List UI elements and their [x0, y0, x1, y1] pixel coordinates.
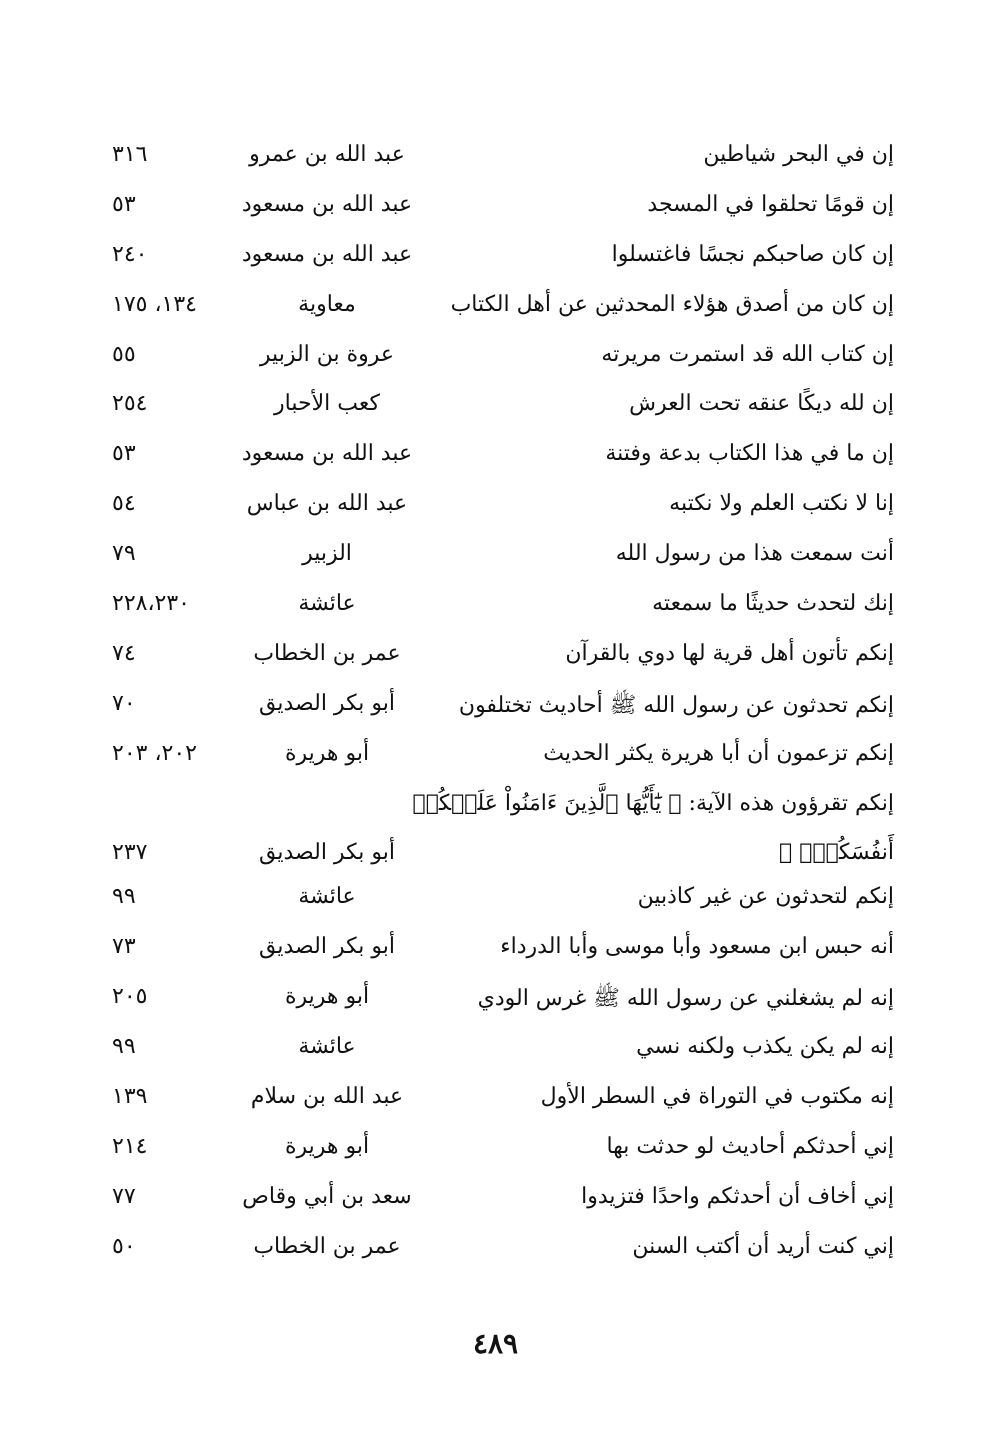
narrator: عائشة	[298, 1034, 356, 1060]
narrator: عبد الله بن عمرو	[249, 142, 405, 167]
index-row	[100, 828, 900, 872]
hadith-text: إن كتاب الله قد استمرت مريرته	[601, 341, 894, 367]
page-refs: ٧٣	[112, 934, 136, 960]
hadith-text: إنه لم يكن يكذب ولكنه نسي	[636, 1034, 894, 1060]
narrator: كعب الأحبار	[274, 391, 380, 417]
index-row	[100, 529, 900, 579]
index-row	[100, 1222, 900, 1272]
page-refs: ٥٣	[112, 441, 136, 467]
narrator: عبد الله بن مسعود	[241, 191, 413, 217]
page-refs: ٩٩	[112, 1034, 136, 1060]
index-row	[100, 579, 900, 629]
hadith-text: إني كنت أريد أن أكتب السنن	[632, 1233, 894, 1259]
index-row	[100, 1022, 900, 1072]
narrator: عبد الله بن مسعود	[241, 441, 413, 467]
index-row	[100, 429, 900, 479]
hadith-text: إنا لا نكتب العلم ولا نكتبه	[669, 491, 894, 517]
hadith-text: إن في البحر شياطين	[703, 142, 894, 167]
hadith-text: إنكم تزعمون أن أبا هريرة يكثر الحديث	[543, 740, 894, 766]
narrator: أبو بكر الصديق	[259, 840, 395, 866]
hadith-text: إن لله ديكًا عنقه تحت العرش	[629, 391, 894, 417]
hadith-text: إن كان من أصدق هؤلاء المحدثين عن أهل الكتاب	[450, 291, 894, 317]
index-row	[100, 280, 900, 330]
hadith-text: إن قومًا تحلقوا في المسجد	[647, 191, 894, 217]
hadith-text: أَنفُسَكُمۡۖ ﴾	[779, 840, 894, 866]
narrator: عمر بن الخطاب	[253, 1233, 401, 1259]
index-row	[100, 922, 900, 972]
page-refs: ٣١٦	[112, 142, 148, 167]
page-refs: ٢٠٢، ٢٠٣	[112, 740, 197, 766]
narrator: أبو هريرة	[284, 1133, 370, 1159]
hadith-index-table	[100, 130, 900, 1272]
narrator: أبو بكر الصديق	[259, 690, 395, 716]
hadith-text: إني أحدثكم أحاديث لو حدثت بها	[606, 1133, 894, 1159]
hadith-text: أنه حبس ابن مسعود وأبا موسى وأبا الدرداء	[500, 934, 894, 960]
page-refs: ٢١٤	[112, 1133, 148, 1159]
index-row	[100, 180, 900, 230]
page-refs: ٥٣	[112, 191, 136, 217]
page-refs: ٥٥	[112, 341, 136, 367]
narrator: عائشة	[298, 884, 356, 910]
index-row	[100, 679, 900, 729]
narrator: أبو هريرة	[284, 984, 370, 1010]
index-row	[100, 779, 900, 829]
page-refs: ٢٤٠	[112, 241, 148, 267]
narrator: سعد بن أبي وقاص	[242, 1183, 412, 1209]
index-row	[100, 479, 900, 529]
hadith-text: إنكم لتحدثون عن غير كاذبين	[637, 884, 894, 910]
index-row	[100, 130, 900, 180]
narrator: عبد الله بن سلام	[250, 1084, 404, 1110]
narrator: عائشة	[298, 591, 356, 617]
hadith-text: إنكم تأتون أهل قرية لها دوي بالقرآن	[565, 640, 894, 666]
index-row	[100, 729, 900, 779]
page-refs: ٢٣٧	[112, 840, 148, 866]
page-refs: ٧٤	[112, 640, 136, 666]
hadith-text: إنه لم يشغلني عن رسول الله ﷺ غرس الودي	[477, 986, 894, 1012]
page-refs: ٢٠٥	[112, 984, 148, 1010]
index-row	[100, 1072, 900, 1122]
hadith-text: إنكم تقرؤون هذه الآية: ﴿ يَٰٓأَيُّهَا ٱلَّذِينَ ءَامَنُواْ عَلَيۡكُمۡ	[412, 790, 894, 816]
page-refs: ٢٥٤	[112, 391, 148, 417]
narrator: معاوية	[298, 291, 356, 317]
hadith-text: إنكم تحدثون عن رسول الله ﷺ أحاديث تختلفون	[458, 692, 894, 718]
narrator: الزبير	[302, 541, 352, 567]
page-refs: ٧٠	[112, 690, 136, 716]
hadith-text: إنك لتحدث حديثًا ما سمعته	[652, 591, 894, 617]
narrator: عروة بن الزبير	[259, 341, 395, 367]
index-row	[100, 330, 900, 380]
narrator: عبد الله بن مسعود	[241, 241, 413, 267]
index-row	[100, 1172, 900, 1222]
hadith-text: إن كان صاحبكم نجسًا فاغتسلوا	[611, 241, 894, 267]
page-refs: ٢٢٨،٢٣٠	[112, 591, 190, 617]
hadith-text: أنت سمعت هذا من رسول الله	[615, 541, 894, 567]
hadith-text: إني أخاف أن أحدثكم واحدًا فتزيدوا	[581, 1183, 894, 1209]
page-refs: ٥٠	[112, 1233, 136, 1259]
index-row	[100, 972, 900, 1022]
page-refs: ١٣٩	[112, 1084, 148, 1110]
index-row	[100, 629, 900, 679]
narrator: عبد الله بن عباس	[246, 491, 408, 517]
page-number: ٤٨٩	[472, 1327, 519, 1360]
index-row	[100, 1122, 900, 1172]
index-row	[100, 230, 900, 280]
narrator: أبو بكر الصديق	[259, 934, 395, 960]
page-refs: ٧٧	[112, 1183, 136, 1209]
page-refs: ٥٤	[112, 491, 136, 517]
hadith-text: إنه مكتوب في التوراة في السطر الأول	[540, 1084, 894, 1110]
page-refs: ٩٩	[112, 884, 136, 910]
index-row	[100, 379, 900, 429]
narrator: عمر بن الخطاب	[253, 640, 401, 666]
page-refs: ٧٩	[112, 541, 136, 567]
index-row	[100, 872, 900, 922]
narrator: أبو هريرة	[284, 740, 370, 766]
hadith-text: إن ما في هذا الكتاب بدعة وفتنة	[605, 441, 894, 467]
page-refs: ١٣٤، ١٧٥	[112, 291, 197, 317]
